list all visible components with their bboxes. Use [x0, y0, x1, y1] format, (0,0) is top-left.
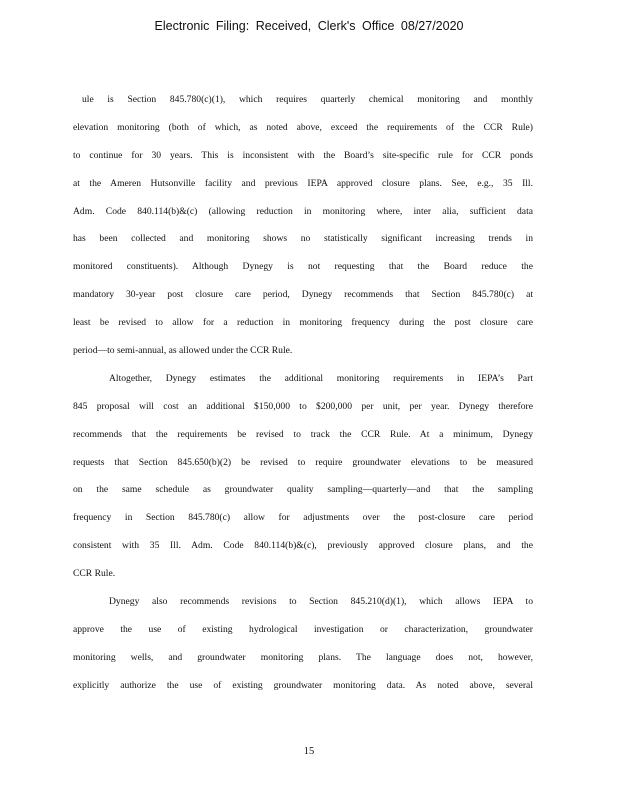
- text-line: has been collected and monitoring shows no statistically significant increasing trends in: [73, 233, 533, 245]
- text-line: frequency in Section 845.780(c) allow for adjustments over the post-closure care period: [73, 512, 533, 524]
- text-line: 845 proposal will cost an additional $150,000 to $200,000 per unit, per year. Dynegy therefore: [73, 400, 533, 412]
- text-line: elevation monitoring (both of which, as noted above, exceed the requirements of the CCR Rule): [73, 121, 533, 133]
- text-line: on the same schedule as groundwater quality sampling—quarterly—and that the sampling: [73, 484, 533, 496]
- text-line: explicitly authorize the use of existing groundwater monitoring data. As noted above, several: [73, 679, 533, 691]
- text-line: to continue for 30 years. This is inconsistent with the Board’s site-specific rule for CCR ponds: [73, 149, 533, 161]
- text-line: consistent with 35 Ill. Adm. Code 840.114(b)&(c), previously approved closure plans, and the: [73, 540, 533, 552]
- text-line: recommends that the requirements be revised to track the CCR Rule. At a minimum, Dynegy: [73, 428, 533, 440]
- text-line: least be revised to allow for a reduction in monitoring frequency during the post closure care: [73, 317, 533, 329]
- text-line: monitored constituents). Although Dynegy is not requesting that the Board reduce the: [73, 261, 533, 273]
- text-line: requests that Section 845.650(b)(2) be revised to require groundwater elevations to be measured: [73, 456, 533, 468]
- text-line: CCR Rule.: [73, 568, 116, 580]
- text-line: monitoring wells, and groundwater monitoring plans. The language does not, however,: [73, 651, 533, 663]
- filing-header: Electronic Filing: Received, Clerk's Office 08/27/2020: [154, 19, 464, 33]
- text-line: period—to semi-annual, as allowed under the CCR Rule.: [73, 345, 293, 357]
- document-body: [73, 90, 533, 704]
- text-line: ule is Section 845.780(c)(1), which requires quarterly chemical monitoring and monthly: [82, 94, 533, 105]
- page-number: 15: [303, 746, 315, 757]
- text-line: Dynegy also recommends revisions to Section 845.210(d)(1), which allows IEPA to: [109, 596, 533, 608]
- text-line: Adm. Code 840.114(b)&(c) (allowing reduction in monitoring where, inter alia, sufficient data: [73, 205, 533, 217]
- text-line: Altogether, Dynegy estimates the additional monitoring requirements in IEPA’s Part: [109, 372, 533, 384]
- text-line: at the Ameren Hutsonville facility and previous IEPA approved closure plans. See, e.g., 35 Ill.: [73, 177, 533, 189]
- text-line: mandatory 30-year post closure care period, Dynegy recommends that Section 845.780(c) at: [73, 289, 533, 301]
- text-line: approve the use of existing hydrological investigation or characterization, groundwater: [73, 623, 533, 635]
